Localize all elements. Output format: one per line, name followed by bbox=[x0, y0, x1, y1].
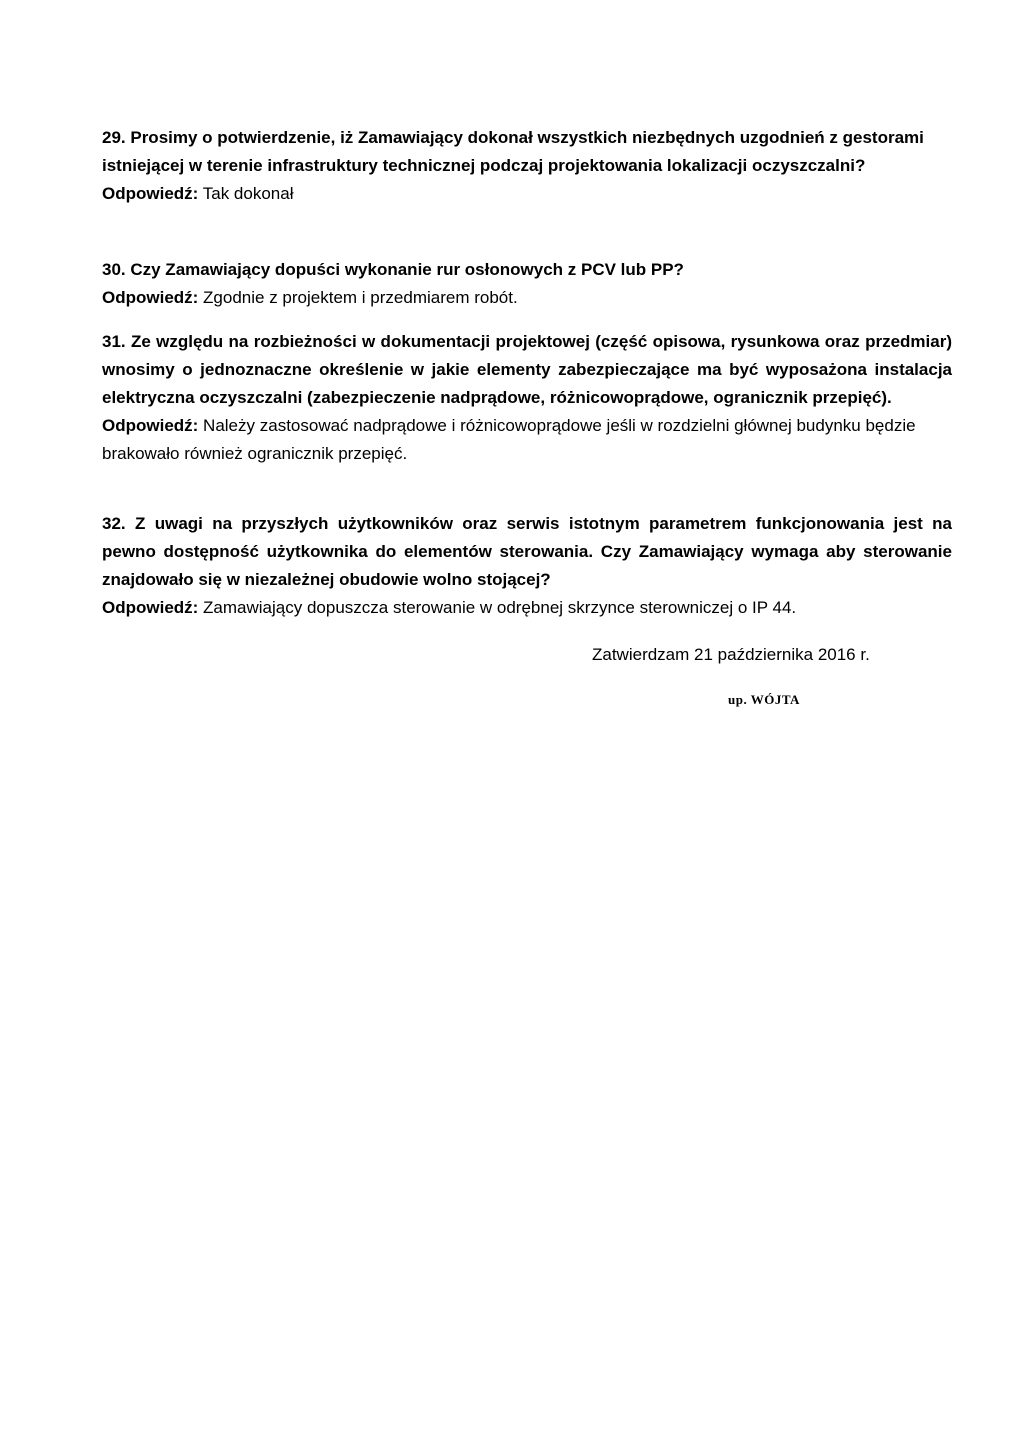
qa-item-30 bbox=[102, 256, 952, 312]
question-32: 32. Z uwagi na przyszłych użytkowników oraz serwis istotnym parametrem funkcjonowania jest na pewno dostępność użytkownika do elementów sterowania. Czy Zamawiający wymaga aby sterowanie znajdowało się w niezależnej obudowie wolno stojącej? bbox=[102, 514, 952, 589]
answer-31 bbox=[102, 412, 952, 468]
approval-date: Zatwierdzam 21 października 2016 r. bbox=[592, 645, 870, 664]
qa-item-31 bbox=[102, 328, 952, 468]
answer-text: Należy zastosować nadprądowe i różnicowoprądowe jeśli w rozdzielni głównej budynku będzie brakowało również ogranicznik przepięć. bbox=[102, 416, 916, 463]
question-29: 29. Prosimy o potwierdzenie, iż Zamawiający dokonał wszystkich niezbędnych uzgodnień z gestorami istniejącej w terenie infrastruktury technicznej podczaj projektowania lokalizacji oczyszczalni? bbox=[102, 128, 924, 175]
answer-text: Tak dokonał bbox=[198, 184, 294, 203]
answer-label: Odpowiedź: bbox=[102, 184, 199, 203]
answer-label: Odpowiedź: bbox=[102, 288, 199, 307]
answer-label: Odpowiedź: bbox=[102, 598, 199, 617]
answer-30 bbox=[102, 284, 952, 312]
answer-32 bbox=[102, 594, 952, 622]
qa-item-29 bbox=[102, 124, 952, 208]
question-31: 31. Ze względu na rozbieżności w dokumentacji projektowej (część opisowa, rysunkowa oraz przedmiar) wnosimy o jednoznaczne określenie w jakie elementy zabezpieczające ma być wyposażona instalacja elektryczna oczyszczalni (zabezpieczenie nadprądowe, różnicowoprądowe, ogranicznik przepięć). bbox=[102, 332, 952, 407]
answer-text: Zamawiający dopuszcza sterowanie w odrębnej skrzynce sterowniczej o IP 44. bbox=[198, 598, 797, 617]
answer-text: Zgodnie z projektem i przedmiarem robót. bbox=[198, 288, 518, 307]
answer-label: Odpowiedź: bbox=[102, 416, 199, 435]
answer-29 bbox=[102, 180, 952, 208]
signature-label: up. WÓJTA bbox=[728, 692, 800, 707]
qa-item-32 bbox=[102, 510, 952, 622]
question-30: 30. Czy Zamawiający dopuści wykonanie rur osłonowych z PCV lub PP? bbox=[102, 260, 684, 279]
